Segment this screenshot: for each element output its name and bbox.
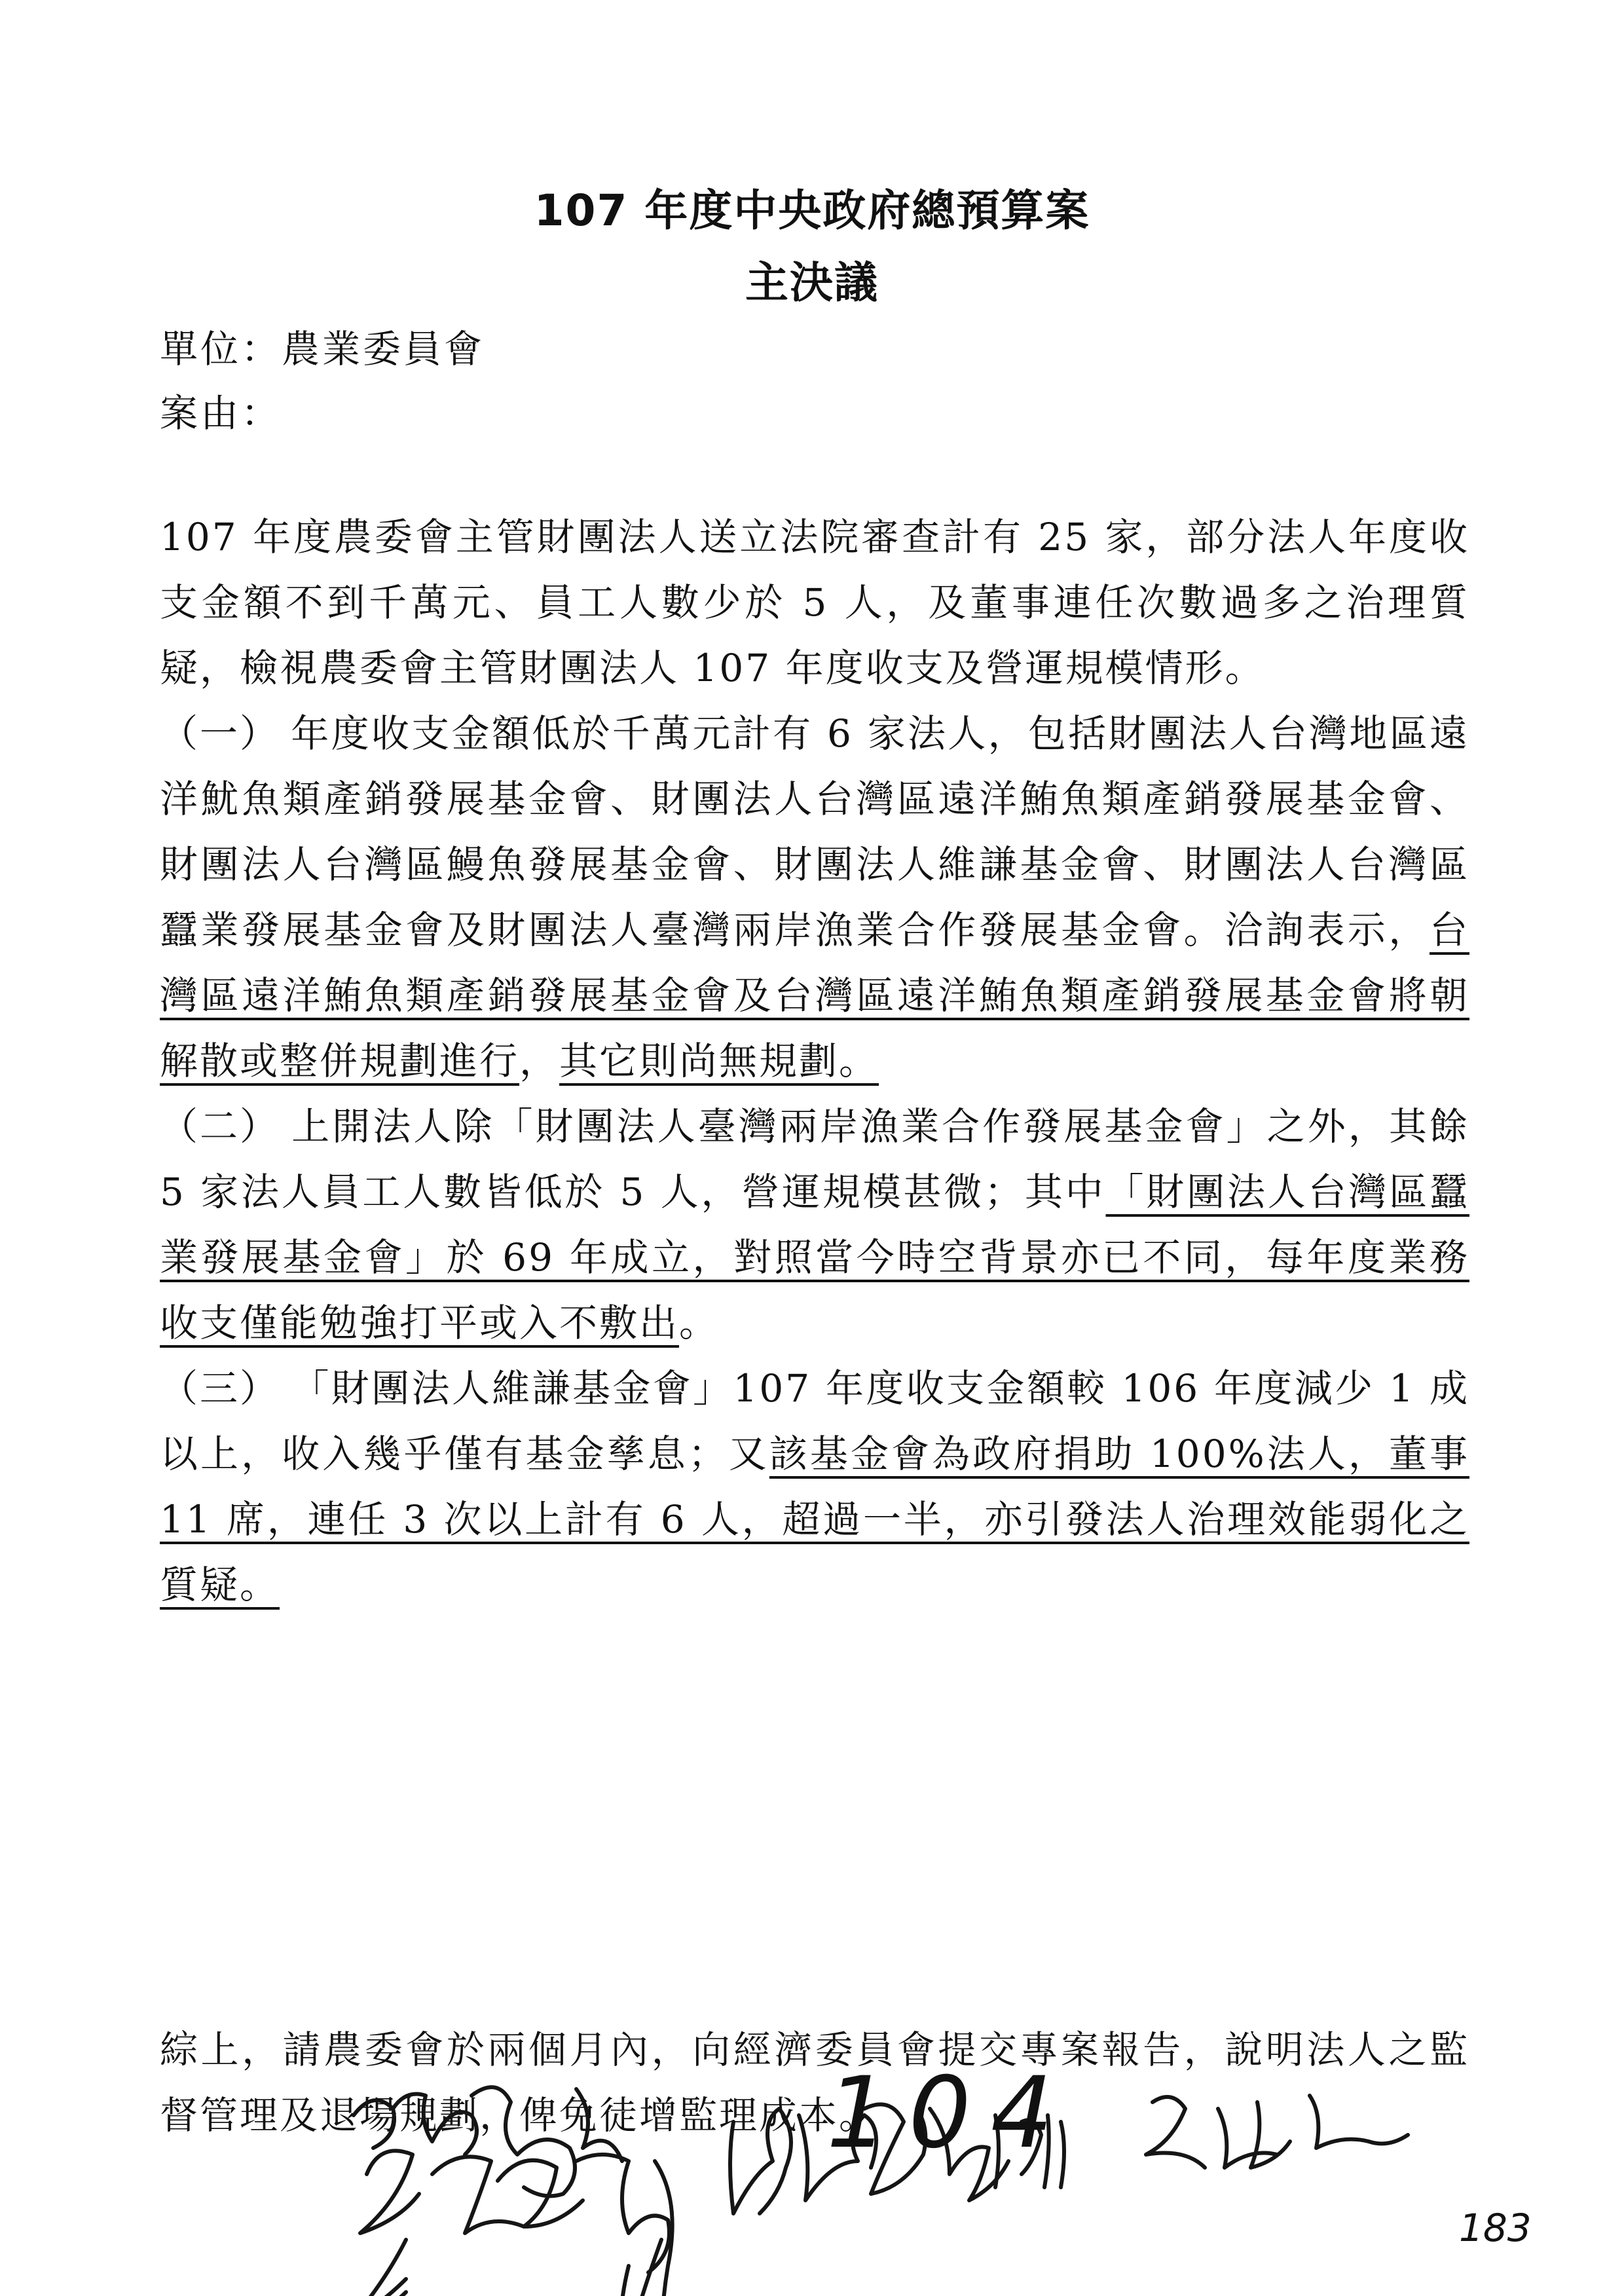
item-1-underline-a: 台灣區遠洋鮪魚類產銷發展基金會及台灣區遠洋鮪魚類產銷發展基金會將朝解散或整併規劃進行 (160, 908, 1469, 1083)
document-title: 107 年度中央政府總預算案 (534, 185, 1090, 236)
item-3-underline-a: 該基金會為政府捐助 100%法人，董事 11 席，連任 3 次以上計有 6 人，超過一半，亦引發法人治理效能弱化之質疑。 (160, 1432, 1469, 1607)
document-subtitle: 主決議 (745, 257, 879, 308)
signature-1-lower (354, 2151, 669, 2296)
item-3-text-a: 「財團法人維謙基金會」107 年度收支金額較 106 年度減少 1 成以上，收入幾乎僅有基金孳息；又 (160, 1366, 1469, 1476)
intro-paragraph: 107 年度農委會主管財團法人送立法院審查計有 25 家，部分法人年度收支金額不到千萬元、員工人數少於 5 人，及董事連任次數過多之治理質疑，檢視農委會主管財團法人 107 年度收支及營運規模情形。 (160, 515, 1469, 690)
unit-label: 單位： (160, 327, 282, 371)
case-label: 案由： (160, 391, 282, 435)
handwritten-page-number: 183 (1459, 2206, 1532, 2250)
handwritten-number: 104 (826, 2056, 1073, 2170)
item-2-underline-a: 「財團法人台灣區蠶業發展基金會」於 69 年成立，對照當今時空背景亦已不同，每年度業務收支僅能勉強打平或入不敷出 (160, 1170, 1469, 1345)
item-3-label: （三） (160, 1366, 280, 1411)
unit-value: 農業委員會 (282, 327, 485, 371)
signature-3 (1146, 2096, 1408, 2168)
signature-1-upper (354, 2087, 622, 2196)
item-2-label: （二） (160, 1104, 280, 1149)
item-1-text-a: 年度收支金額低於千萬元計有 6 家法人，包括財團法人台灣地區遠洋魷魚類產銷發展基金會、財團法人台灣區遠洋鮪魚類產銷發展基金會、財團法人台灣區鰻魚發展基金會、財團法人維謙基金會、財團法人台灣區蠶業發展基金會及財團法人臺灣兩岸漁業合作發展基金會。洽詢表示， (160, 711, 1469, 952)
item-2-text-a: 上開法人除「財團法人臺灣兩岸漁業合作發展基金會」之外，其餘 5 家法人員工人數皆低於 5 人，營運規模甚微；其中 (160, 1104, 1469, 1214)
item-1-text-b: ， (519, 1039, 560, 1083)
item-1-label: （一） (160, 711, 280, 756)
item-2-text-b: 。 (679, 1301, 720, 1345)
item-1-underline-b: 其它則尚無規劃。 (559, 1039, 879, 1083)
conclusion-paragraph: 綜上，請農委會於兩個月內，向經濟委員會提交專案報告，說明法人之監督管理及退場規劃，俾免徒增監理成本。 (160, 2028, 1469, 2138)
